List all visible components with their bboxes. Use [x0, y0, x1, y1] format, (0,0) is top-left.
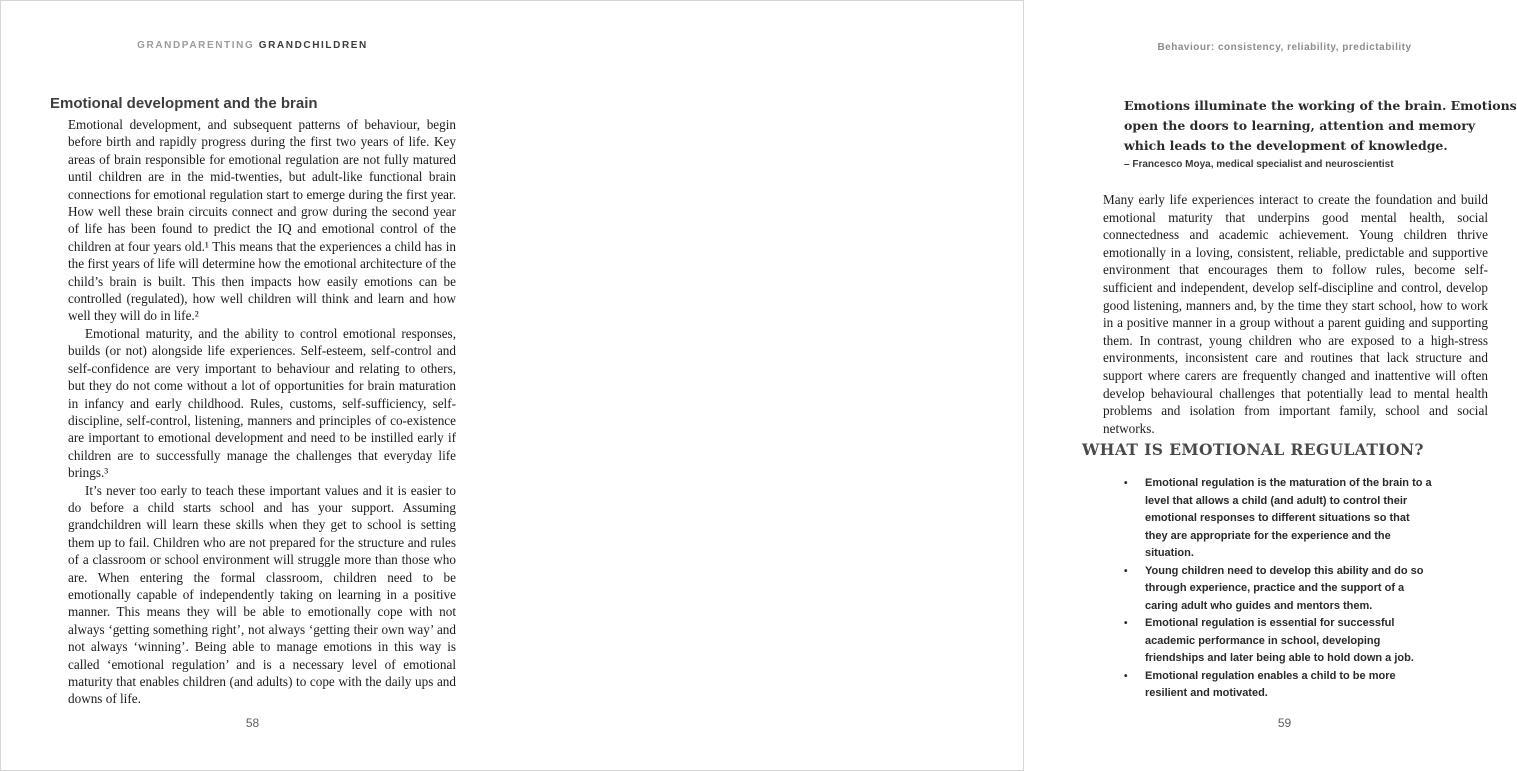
right-paragraph-1: Many early life experiences interact to create the foundation and build emotional maturity that underpins good mental health, social connectedness and academic achievement. Young children thrive emotionally in a loving, consistent, reliable, predictable and supportive environment that encourages them to follow rules, become self-sufficient and independent, develop self-discipline and control, develop good listening, manners and, by the time they start school, how to work in a positive manner in a group without a parent guiding and supporting them. In contrast, young children who are exposed to a high-stress environments, inconsistent care and routines that lack structure and support where carers are frequently changed and inattentive will often develop behavioural challenges that potentially lead to mental health problems and isolation from important family, school and social networks.	[1103, 192, 1488, 436]
list-item	[1124, 668, 1434, 703]
pull-quote	[1124, 96, 1517, 156]
list-item	[1124, 615, 1434, 668]
quote-attribution: – Francesco Moya, medical specialist and neuroscientist	[1124, 159, 1394, 170]
quote-line-3: which leads to the development of knowledge.	[1124, 138, 1448, 153]
running-head-left-part2: GRANDCHILDREN	[258, 40, 368, 51]
page-number-left: 58	[245, 716, 260, 730]
bullet-text-1: Emotional regulation is the maturation of the brain to a level that allows a child (and adult) to control their emotional responses to different situations so that they are appropriate for the experience and the situation.	[1145, 477, 1432, 559]
right-section-heading: WHAT IS EMOTIONAL REGULATION?	[1082, 440, 1424, 459]
bullet-icon: •	[1124, 670, 1128, 682]
bullet-icon: •	[1124, 618, 1128, 629]
bullet-text-3: Emotional regulation is essential for successful academic performance in school, developing friendships and later being able to hold down a job.	[1145, 617, 1414, 664]
bullet-icon: •	[1124, 565, 1128, 577]
left-paragraph-3: It’s never too early to teach these important values and it is easier to do before a child starts school and has your support. Assuming grandchildren will learn these skills when they get to school is setting them up to fail. Children who are not prepared for the structure and rules of a classroom or school environment will struggle more than those who are. When entering the formal classroom, children need to be emotionally capable of independently taking on learning in a positive manner. This means they will be able to emotionally cope with not always ‘getting something right’, not always ‘getting their own way’ and not always ‘winning’. Being able to manage emotions in this way is called ‘emotional regulation’ and is a necessary level of emotional maturity that enables children (and adults) to cope with the daily ups and downs of life.	[68, 482, 456, 707]
page-number-right: 59	[1277, 716, 1292, 730]
list-item	[1124, 475, 1434, 563]
quote-line-2: open the doors to learning, attention and memory	[1124, 118, 1476, 133]
bullet-text-4: Emotional regulation enables a child to be more resilient and motivated.	[1145, 669, 1396, 699]
bullet-text-2: Young children need to develop this ability and do so through experience, practice and the support of a caring adult who guides and mentors them.	[1145, 564, 1424, 612]
right-body-text	[1103, 191, 1488, 437]
left-body-text	[68, 116, 456, 708]
quote-line-1: Emotions illuminate the working of the brain. Emotions	[1124, 98, 1517, 113]
left-section-heading: Emotional development and the brain	[50, 95, 318, 112]
left-paragraph-2: Emotional maturity, and the ability to control emotional responses, builds (or not) alongside life experiences. Self-esteem, self-control and self-confidence are very important to behaviour and relating to others, but they do not come without a lot of opportunities for brain maturation in infancy and early childhood. Rules, customs, self-sufficiency, self-discipline, self-control, listening, manners and principles of co-existence are important to emotional development and need to be instilled early if children are to successfully manage the challenges that everyday life brings.³	[68, 325, 456, 481]
left-paragraph-1: Emotional development, and subsequent patterns of behaviour, begin before birth and rapidly progress during the first two years of life. Key areas of brain responsible for emotional regulation are not fully matured until children are in the mid-twenties, but adult-like functional brain connections for emotional regulation start to emerge during the first year. How well these brain circuits connect and grow during the second year of life has been found to predict the IQ and emotional control of the children at four years old.¹ This means that the experiences a child has in the first years of life will determine how the emotional architecture of the child’s brain is built. This then impacts how easily emotions can be controlled (regulated), how well children will think and learn and how well they will do in life.²	[68, 117, 456, 324]
list-item	[1124, 563, 1434, 616]
page-right	[512, 0, 1517, 771]
running-head-right: Behaviour: consistency, reliability, predictability	[1157, 42, 1412, 53]
running-head-left	[50, 40, 455, 51]
emotional-regulation-bullet-list	[1124, 475, 1434, 703]
page-left	[0, 0, 512, 771]
bullet-icon: •	[1124, 478, 1128, 489]
running-head-left-part1: GRANDPARENTING	[137, 40, 255, 51]
